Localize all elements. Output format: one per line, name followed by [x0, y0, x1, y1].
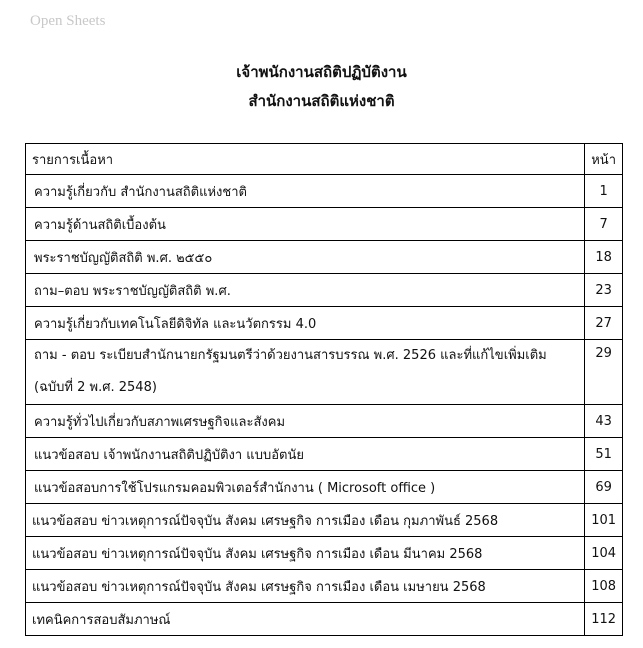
document-subtitle: สำนักงานสถิติแห่งชาติ	[248, 92, 395, 110]
row-page: 29	[585, 340, 623, 405]
row-page: 23	[585, 274, 623, 307]
row-item: แนวข้อสอบ ข่าวเหตุการณ์ปัจจุบัน สังคม เศรษฐกิจ การเมือง เดือน กุมภาพันธ์ 2568	[26, 504, 585, 537]
row-page: 51	[585, 438, 623, 471]
row-item: แนวข้อสอบ ข่าวเหตุการณ์ปัจจุบัน สังคม เศรษฐกิจ การเมือง เดือน มีนาคม 2568	[26, 537, 585, 570]
table-row	[26, 570, 623, 603]
row-page: 1	[585, 175, 623, 208]
row-page: 112	[585, 603, 623, 636]
row-item-line2: (ฉบับที่ 2 พ.ศ. 2548)	[34, 380, 157, 395]
header-item: รายการเนื้อหา	[26, 144, 585, 175]
table-row	[26, 471, 623, 504]
row-item: ความรู้เกี่ยวกับ สำนักงานสถิติแห่งชาติ	[26, 175, 585, 208]
table-row	[26, 603, 623, 636]
table-row	[26, 405, 623, 438]
watermark-text: Open Sheets	[30, 13, 106, 29]
row-item: แนวข้อสอบ เจ้าพนักงานสถิติปฏิบัติงา แบบอัตนัย	[26, 438, 585, 471]
row-item: แนวข้อสอบ ข่าวเหตุการณ์ปัจจุบัน สังคม เศรษฐกิจ การเมือง เดือน เมษายน 2568	[26, 570, 585, 603]
row-page: 27	[585, 307, 623, 340]
row-page: 7	[585, 208, 623, 241]
row-item: เทคนิคการสอบสัมภาษณ์	[26, 603, 585, 636]
row-item: ความรู้ทั่วไปเกี่ยวกับสภาพเศรษฐกิจและสังคม	[26, 405, 585, 438]
row-item: แนวข้อสอบการใช้โปรแกรมคอมพิวเตอร์สำนักงาน ( Microsoft office )	[26, 471, 585, 504]
table-row	[26, 537, 623, 570]
row-page: 18	[585, 241, 623, 274]
table-row	[26, 438, 623, 471]
table-row	[26, 504, 623, 537]
row-page: 108	[585, 570, 623, 603]
row-page: 43	[585, 405, 623, 438]
table-header-row	[26, 144, 623, 175]
row-item: ความรู้เกี่ยวกับเทคโนโลยีดิจิทัล และนวัตกรรม 4.0	[26, 307, 585, 340]
table-row	[26, 307, 623, 340]
table-of-contents	[25, 143, 623, 636]
table-row	[26, 241, 623, 274]
row-item: ความรู้ด้านสถิติเบื้องต้น	[26, 208, 585, 241]
row-item: ถาม–ตอบ พระราชบัญญัติสถิติ พ.ศ.	[26, 274, 585, 307]
row-page: 101	[585, 504, 623, 537]
document-title: เจ้าพนักงานสถิติปฏิบัติงาน	[236, 63, 407, 81]
header-page: หน้า	[585, 144, 623, 175]
table-row	[26, 208, 623, 241]
table-row	[26, 175, 623, 208]
row-item: พระราชบัญญัติสถิติ พ.ศ. ๒๕๕๐	[26, 241, 585, 274]
table-row	[26, 340, 623, 405]
table-row	[26, 274, 623, 307]
row-item	[26, 340, 585, 405]
row-item-line1: ถาม - ตอบ ระเบียบสำนักนายกรัฐมนตรีว่าด้วยงานสารบรรณ พ.ศ. 2526 และที่แก้ไขเพิ่มเติม	[34, 348, 547, 363]
row-page: 69	[585, 471, 623, 504]
row-page: 104	[585, 537, 623, 570]
